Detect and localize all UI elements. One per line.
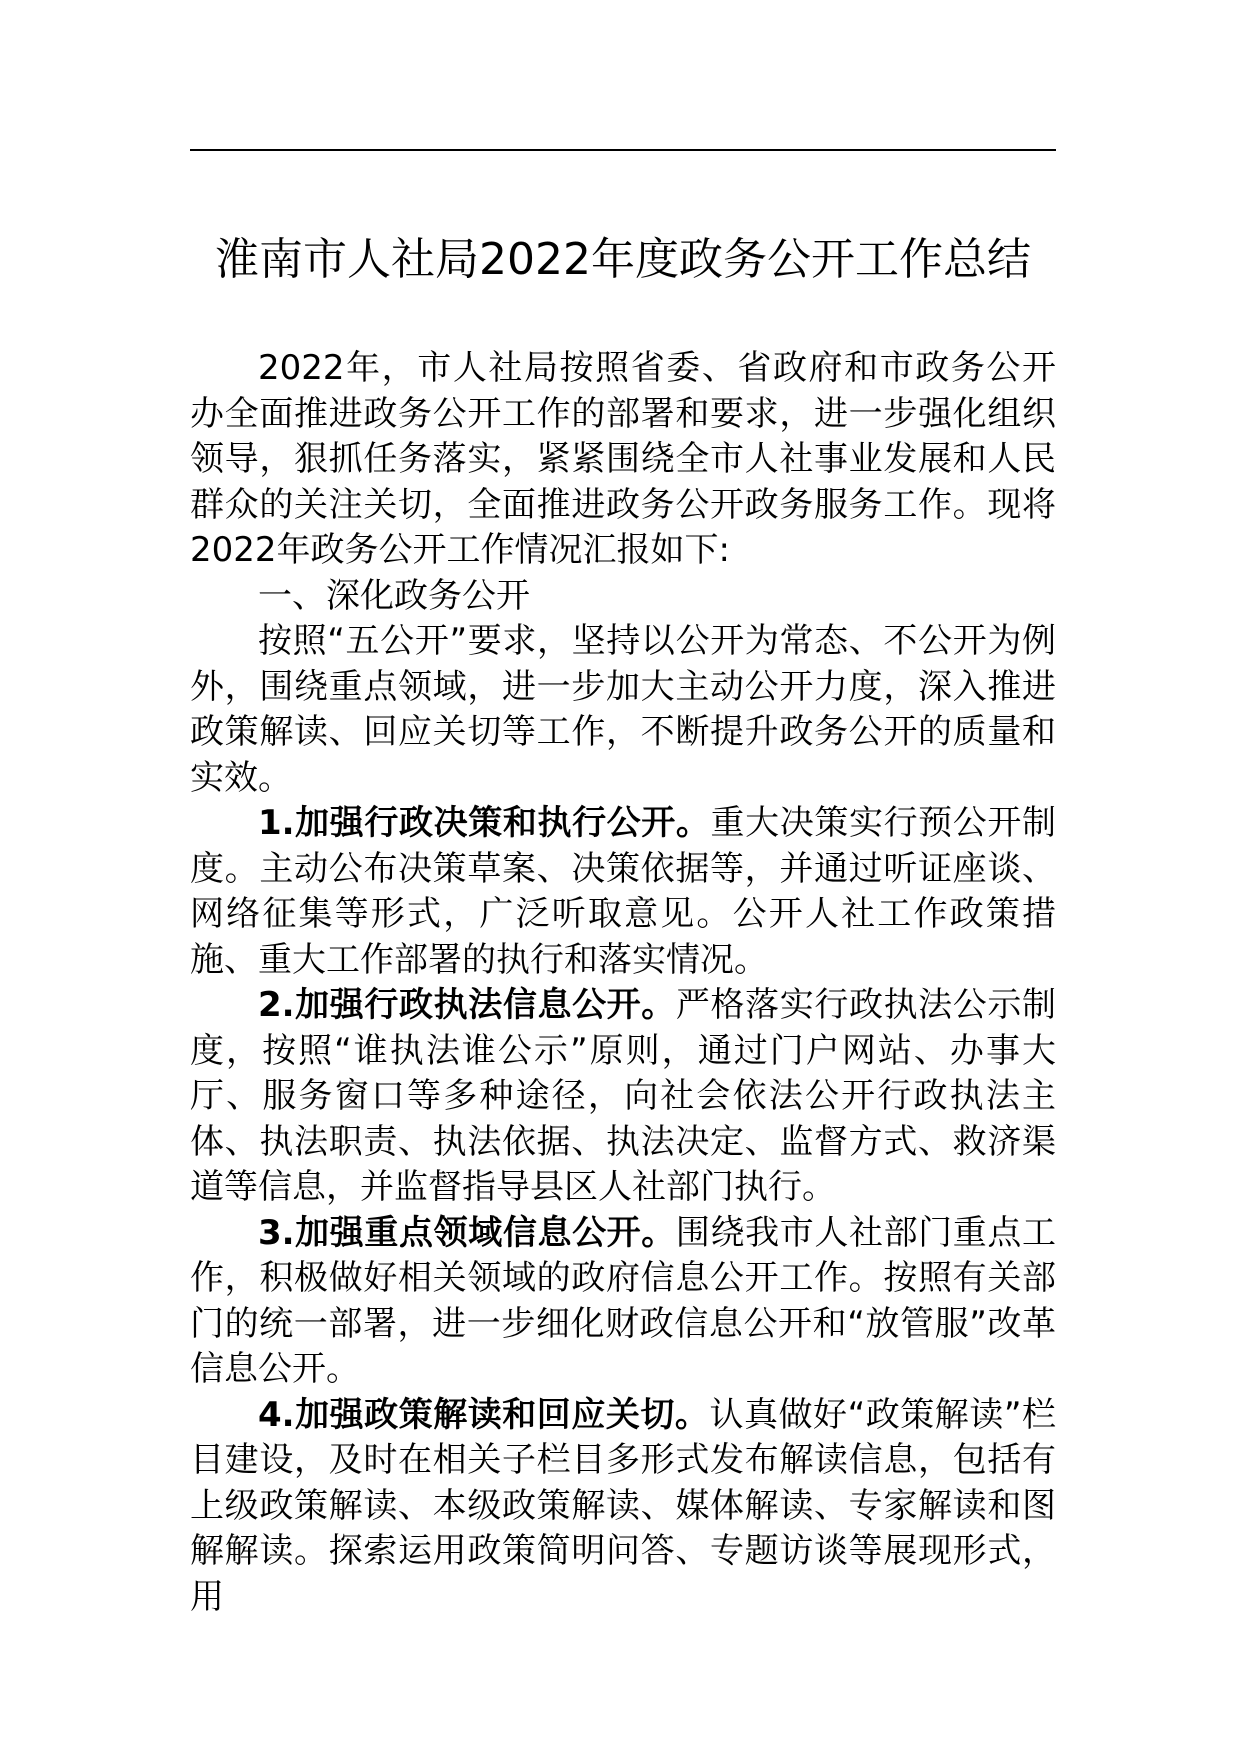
item-paragraph-3 bbox=[190, 1211, 1056, 1393]
item-lead-2: 2.加强行政执法信息公开。 bbox=[258, 985, 676, 1025]
item-lead-1: 1.加强行政决策和执行公开。 bbox=[258, 803, 711, 843]
document-body bbox=[190, 346, 1056, 1620]
item-paragraph-1 bbox=[190, 801, 1056, 983]
document-title: 淮南市人社局2022年度政务公开工作总结 bbox=[215, 234, 1031, 285]
item-text-2: 严格落实行政执法公示制度，按照“谁执法谁公示”原则，通过门户网站、办事大厅、服务窗口等多种途径，向社会依法公开行政执法主体、执法职责、执法依据、执法决定、监督方式、救济渠道等信息，并监督指导县区人社部门执行。 bbox=[190, 985, 1057, 1207]
item-lead-4: 4.加强政策解读和回应关切。 bbox=[258, 1394, 710, 1435]
item-text-1: 重大决策实行预公开制度。主动公布决策草案、决策依据等，并通过听证座谈、网络征集等形式，广泛听取意见。公开人社工作政策措施、重大工作部署的执行和落实情况。 bbox=[190, 803, 1057, 980]
section-summary-paragraph: 按照“五公开”要求，坚持以公开为常态、不公开为例外，围绕重点领域，进一步加大主动公开力度，深入推进政策解读、回应关切等工作，不断提升政务公开的质量和实效。 bbox=[190, 621, 1056, 798]
section-heading: 一、深化政务公开 bbox=[258, 575, 530, 616]
item-text-3: 围绕我市人社部门重点工作，积极做好相关领域的政府信息公开工作。按照有关部门的统一部署，进一步细化财政信息公开和“放管服”改革信息公开。 bbox=[190, 1212, 1057, 1389]
item-paragraph-4 bbox=[190, 1393, 1056, 1621]
item-text-4: 认真做好“政策解读”栏目建设，及时在相关子栏目多形式发布解读信息，包括有上级政策解读、本级政策解读、媒体解读、专家解读和图解解读。探索运用政策简明问答、专题访谈等展现形式，用 bbox=[190, 1394, 1056, 1617]
item-paragraph-2 bbox=[190, 983, 1056, 1211]
intro-paragraph: 2022年，市人社局按照省委、省政府和市政务公开办全面推进政务公开工作的部署和要求，进一步强化组织领导，狠抓任务落实，紧紧围绕全市人社事业发展和人民群众的关注关切，全面推进政务公开政务服务工作。现将2022年政务公开工作情况汇报如下: bbox=[190, 348, 1056, 570]
header-rule bbox=[190, 149, 1056, 151]
item-lead-3: 3.加强重点领域信息公开。 bbox=[258, 1212, 676, 1253]
